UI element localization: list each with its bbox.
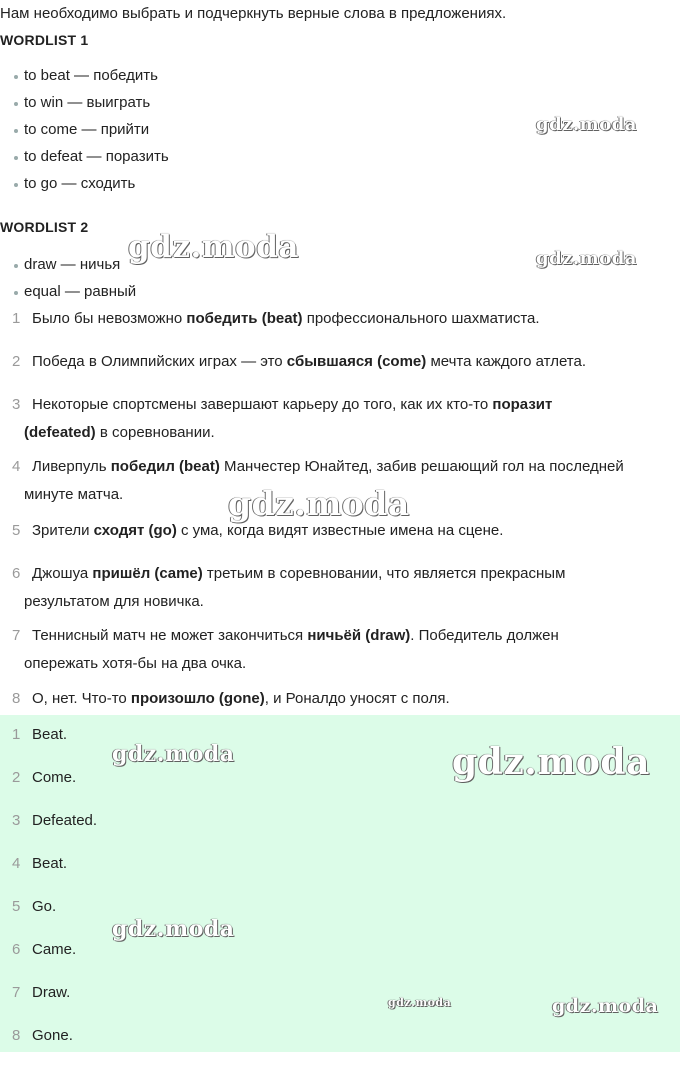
sentence-2: 2 Победа в Олимпийских играх — это сбывшаяся (come) мечта каждого атлета. [12, 353, 587, 370]
list-item: equal — равный [14, 282, 136, 309]
watermark-logo: gdz.moda [128, 229, 299, 265]
answer-1: 1 Beat. [12, 726, 68, 743]
sentence-6: 6 Джошуа пришёл (came) третьим в соревновании, что является прекрасным результатом для новичка. [12, 565, 566, 610]
bullet-icon [14, 291, 18, 295]
watermark-logo: gdz.moda [112, 916, 235, 942]
list-item: to come — прийти [14, 120, 169, 147]
sentence-1: 1 Было бы невозможно победить (beat) профессионального шахматиста. [12, 310, 540, 327]
list-item: to go — сходить [14, 174, 169, 201]
sentence-3: 3 Некоторые спортсмены завершают карьеру до того, как их кто-то поразит (defeated) в соревновании. [12, 396, 553, 441]
watermark-logo: gdz.moda [388, 996, 452, 1009]
answer-6: 6 Came. [12, 941, 77, 958]
sentence-7: 7 Теннисный матч не может закончиться ничьёй (draw). Победитель должен опережать хотя-бы на два очка. [12, 627, 559, 672]
bullet-icon [14, 129, 18, 133]
list-item: to beat — победить [14, 66, 169, 93]
watermark-logo: gdz.moda [228, 484, 410, 523]
answer-5: 5 Go. [12, 898, 57, 915]
list-item: to win — выиграть [14, 93, 169, 120]
wordlist-1 [14, 66, 169, 201]
answer-3: 3 Defeated. [12, 812, 98, 829]
bullet-icon [14, 264, 18, 268]
answer-2: 2 Come. [12, 769, 77, 786]
wordlist-2-title: WORDLIST 2 [0, 219, 89, 235]
watermark-logo: gdz.moda [552, 995, 659, 1017]
watermark-logo: gdz.moda [536, 248, 637, 269]
answer-4: 4 Beat. [12, 855, 68, 872]
sentence-8: 8 О, нет. Что-то произошло (gone), и Роналдо уносят с поля. [12, 690, 450, 707]
watermark-logo: gdz.moda [452, 741, 650, 783]
watermark-logo: gdz.moda [112, 741, 235, 767]
watermark-logo: gdz.moda [536, 114, 637, 135]
wordlist-2 [14, 255, 136, 309]
sentence-5: 5 Зрители сходят (go) с ума, когда видят известные имена на сцене. [12, 522, 504, 539]
wordlist-1-title: WORDLIST 1 [0, 32, 89, 48]
bullet-icon [14, 156, 18, 160]
bullet-icon [14, 102, 18, 106]
answer-7: 7 Draw. [12, 984, 71, 1001]
list-item: draw — ничья [14, 255, 136, 282]
intro-text: Нам необходимо выбрать и подчеркнуть верные слова в предложениях. [0, 5, 507, 22]
sentence-4: 4 Ливерпуль победил (beat) Манчестер Юнайтед, забив решающий гол на последней минуте матча. [12, 458, 624, 503]
answer-8: 8 Gone. [12, 1027, 73, 1044]
bullet-icon [14, 183, 18, 187]
bullet-icon [14, 75, 18, 79]
list-item: to defeat — поразить [14, 147, 169, 174]
